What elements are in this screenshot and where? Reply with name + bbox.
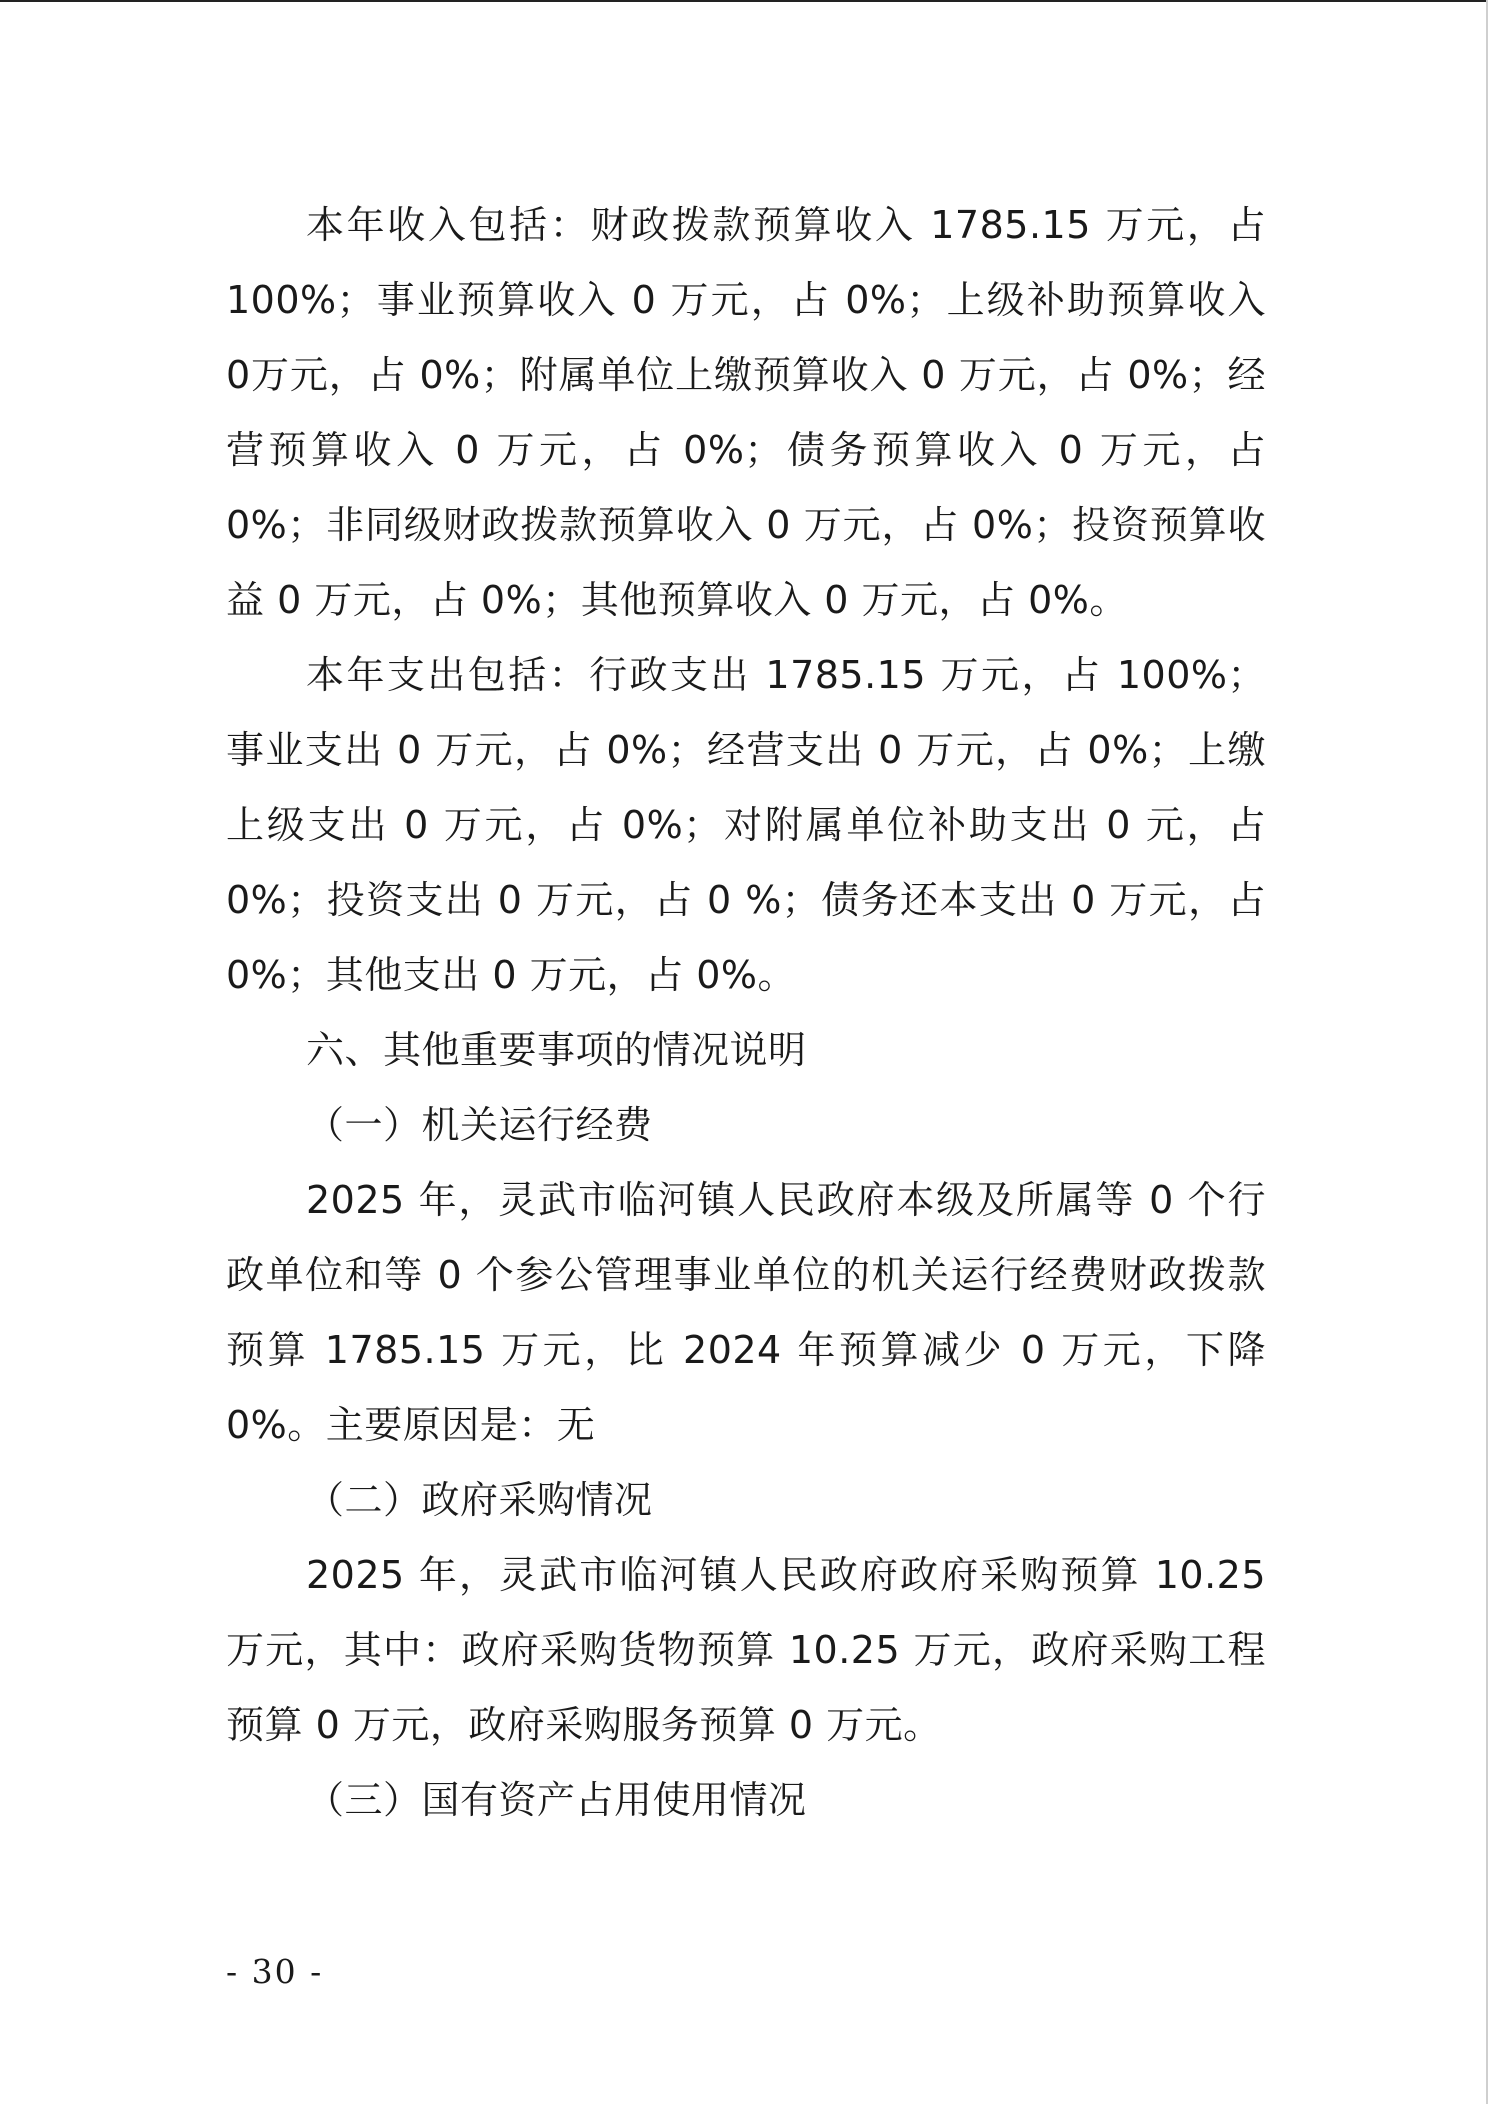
document-body: [226, 188, 1266, 1838]
subsection-heading-state-assets: （三）国有资产占用使用情况: [306, 1778, 807, 1822]
subsection-heading-operating-expenses: （一）机关运行经费: [306, 1103, 653, 1147]
paragraph-operating-expenses: 2025 年，灵武市临河镇人民政府本级及所属等 0 个行政单位和等 0 个参公管理事业单位的机关运行经费财政拨款预算 1785.15 万元，比 2024 年预算减少 0 万元，下降 0%。主要原因是：无: [226, 1178, 1266, 1447]
paragraph-expenditure-breakdown: 本年支出包括：行政支出 1785.15 万元，占 100%；事业支出 0 万元，占 0%；经营支出 0 万元，占 0%；上缴上级支出 0 万元，占 0%；对附属单位补助支出 0 元，占 0%；投资支出 0 万元，占 0 %；债务还本支出 0 万元，占 0%；其他支出 0 万元，占 0%。: [226, 653, 1266, 997]
paragraph-procurement: 2025 年，灵武市临河镇人民政府政府采购预算 10.25 万元，其中：政府采购货物预算 10.25 万元，政府采购工程预算 0 万元，政府采购服务预算 0 万元。: [226, 1553, 1266, 1747]
page-number: - 30 -: [226, 1952, 324, 1991]
subsection-heading-procurement: （二）政府采购情况: [306, 1478, 653, 1522]
page-top-border: [0, 0, 1488, 2]
section-heading-other-matters: 六、其他重要事项的情况说明: [306, 1028, 807, 1072]
paragraph-income-breakdown: 本年收入包括：财政拨款预算收入 1785.15 万元，占100%；事业预算收入 0 万元，占 0%；上级补助预算收入 0万元，占 0%；附属单位上缴预算收入 0 万元，占 0%；经营预算收入 0 万元，占 0%；债务预算收入 0 万元，占 0%；非同级财政拨款预算收入 0 万元，占 0%；投资预算收益 0 万元，占 0%；其他预算收入 0 万元，占 0%。: [226, 203, 1266, 622]
